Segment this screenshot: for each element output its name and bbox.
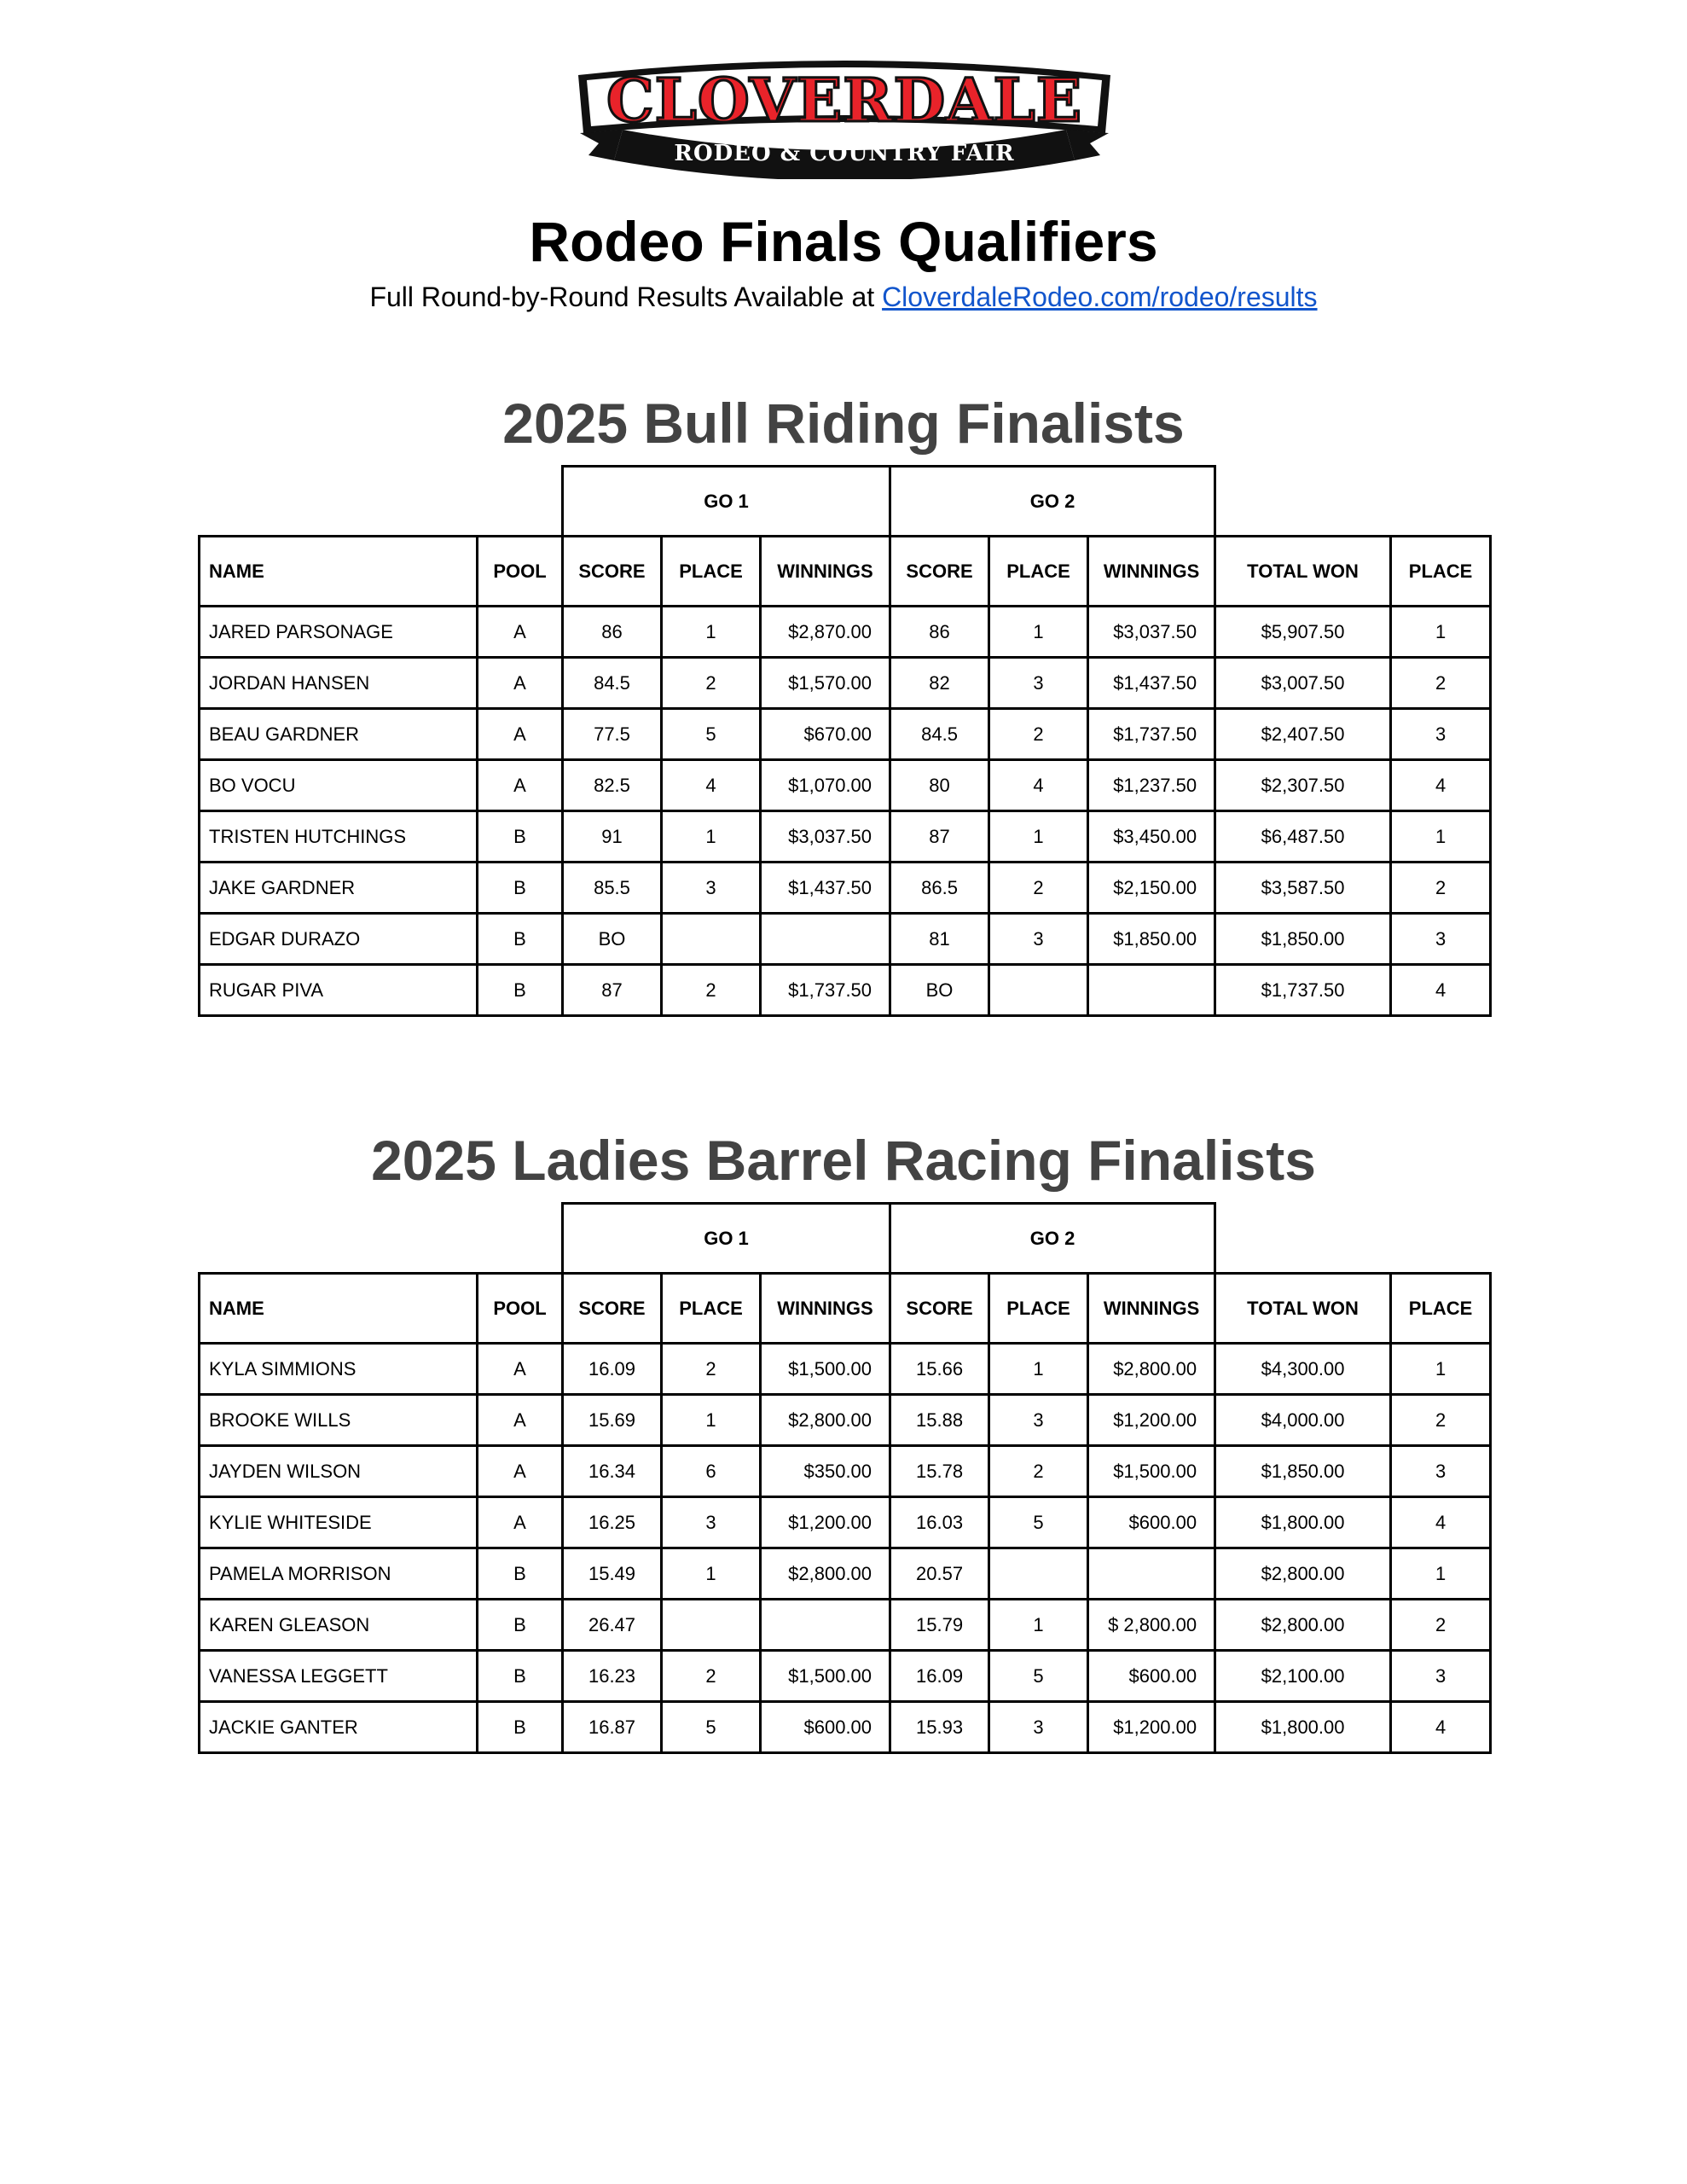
- cell-total-won: $5,907.50: [1215, 607, 1391, 658]
- cell-total-won: $1,800.00: [1215, 1497, 1391, 1548]
- cell-go1-score: 85.5: [563, 863, 662, 914]
- cell-go2-winnings: [1088, 1548, 1215, 1600]
- col-go1-winnings: WINNINGS: [761, 1274, 890, 1344]
- cell-total-won: $1,800.00: [1215, 1702, 1391, 1753]
- cell-total-won: $2,800.00: [1215, 1600, 1391, 1651]
- table-row: [200, 607, 1491, 658]
- cell-go1-score: 16.25: [563, 1497, 662, 1548]
- cell-go2-score: 87: [890, 811, 989, 863]
- table-row: [200, 760, 1491, 811]
- cell-pool: B: [478, 863, 563, 914]
- cell-name: JAYDEN WILSON: [200, 1446, 478, 1497]
- cell-go1-place: [662, 914, 761, 965]
- cell-name: KAREN GLEASON: [200, 1600, 478, 1651]
- cell-name: VANESSA LEGGETT: [200, 1651, 478, 1702]
- round-header-row: [200, 467, 1491, 537]
- cell-go1-winnings: $2,800.00: [761, 1548, 890, 1600]
- cell-pool: A: [478, 1395, 563, 1446]
- cell-place: 4: [1391, 760, 1491, 811]
- cell-go2-place: 5: [989, 1497, 1088, 1548]
- cell-place: 1: [1391, 811, 1491, 863]
- cell-place: 3: [1391, 1446, 1491, 1497]
- cell-go1-place: 4: [662, 760, 761, 811]
- cell-total-won: $4,000.00: [1215, 1395, 1391, 1446]
- cell-total-won: $2,307.50: [1215, 760, 1391, 811]
- cell-pool: A: [478, 1497, 563, 1548]
- cell-go1-winnings: $1,500.00: [761, 1651, 890, 1702]
- col-total-won: TOTAL WON: [1215, 1274, 1391, 1344]
- col-go1-score: SCORE: [563, 537, 662, 607]
- table-row: [200, 914, 1491, 965]
- cell-go2-score: 81: [890, 914, 989, 965]
- col-go1-score: SCORE: [563, 1274, 662, 1344]
- cell-go2-score: 15.79: [890, 1600, 989, 1651]
- cell-place: 1: [1391, 607, 1491, 658]
- cell-pool: B: [478, 1600, 563, 1651]
- cell-go1-place: 2: [662, 658, 761, 709]
- col-place: PLACE: [1391, 1274, 1491, 1344]
- cell-go2-score: 82: [890, 658, 989, 709]
- column-header-row: [200, 1274, 1491, 1344]
- svg-text:CLOVERDALE: CLOVERDALE: [606, 65, 1083, 136]
- bull-riding-rows: [200, 607, 1491, 1016]
- cell-place: 2: [1391, 863, 1491, 914]
- round-header-row: [200, 1204, 1491, 1274]
- cell-go2-place: 5: [989, 1651, 1088, 1702]
- table-row: [200, 1497, 1491, 1548]
- cell-go1-score: 16.09: [563, 1344, 662, 1395]
- table-row: [200, 1651, 1491, 1702]
- cell-go2-winnings: $1,500.00: [1088, 1446, 1215, 1497]
- cell-go1-score: 77.5: [563, 709, 662, 760]
- cell-go1-winnings: $2,800.00: [761, 1395, 890, 1446]
- cell-total-won: $2,800.00: [1215, 1548, 1391, 1600]
- cell-go2-score: 15.66: [890, 1344, 989, 1395]
- cell-total-won: $3,007.50: [1215, 658, 1391, 709]
- cell-go1-winnings: $2,870.00: [761, 607, 890, 658]
- cell-place: 2: [1391, 1395, 1491, 1446]
- cell-go2-score: 15.78: [890, 1446, 989, 1497]
- cell-go1-score: 16.34: [563, 1446, 662, 1497]
- bull-riding-title: 2025 Bull Riding Finalists: [502, 392, 1185, 455]
- cell-go1-score: BO: [563, 914, 662, 965]
- cell-place: 1: [1391, 1548, 1491, 1600]
- cell-go1-score: 16.87: [563, 1702, 662, 1753]
- cell-go1-winnings: $350.00: [761, 1446, 890, 1497]
- cell-go2-winnings: $600.00: [1088, 1497, 1215, 1548]
- cell-go1-place: 1: [662, 811, 761, 863]
- cell-go1-place: 3: [662, 863, 761, 914]
- cell-name: JAKE GARDNER: [200, 863, 478, 914]
- cell-go1-winnings: $1,200.00: [761, 1497, 890, 1548]
- cell-go2-place: 4: [989, 760, 1088, 811]
- cell-go2-score: 15.93: [890, 1702, 989, 1753]
- page-title: Rodeo Finals Qualifiers: [529, 210, 1158, 273]
- cell-total-won: $2,407.50: [1215, 709, 1391, 760]
- cell-go1-score: 84.5: [563, 658, 662, 709]
- cell-go2-place: 2: [989, 709, 1088, 760]
- cell-go2-winnings: $1,237.50: [1088, 760, 1215, 811]
- table-row: [200, 1446, 1491, 1497]
- column-header-row: [200, 537, 1491, 607]
- cell-place: 3: [1391, 914, 1491, 965]
- barrel-racing-title: 2025 Ladies Barrel Racing Finalists: [371, 1129, 1316, 1192]
- col-name: NAME: [200, 537, 478, 607]
- bull-riding-table: [198, 465, 1492, 1017]
- cell-name: BO VOCU: [200, 760, 478, 811]
- cell-pool: A: [478, 1446, 563, 1497]
- cell-place: 2: [1391, 1600, 1491, 1651]
- cell-go1-place: 1: [662, 1548, 761, 1600]
- col-total-won: TOTAL WON: [1215, 537, 1391, 607]
- col-go2-score: SCORE: [890, 537, 989, 607]
- barrel-racing-rows: [200, 1344, 1491, 1753]
- col-pool: POOL: [478, 1274, 563, 1344]
- cell-go1-score: 15.69: [563, 1395, 662, 1446]
- cell-go1-winnings: $670.00: [761, 709, 890, 760]
- barrel-racing-table: [198, 1202, 1492, 1754]
- table-row: [200, 1395, 1491, 1446]
- cell-pool: B: [478, 914, 563, 965]
- cell-go1-place: 1: [662, 607, 761, 658]
- cell-go1-score: 82.5: [563, 760, 662, 811]
- cell-go1-winnings: $1,570.00: [761, 658, 890, 709]
- cell-go2-winnings: $1,200.00: [1088, 1702, 1215, 1753]
- results-note: [0, 282, 1687, 313]
- cell-go2-score: 86.5: [890, 863, 989, 914]
- cell-go2-winnings: $1,437.50: [1088, 658, 1215, 709]
- col-pool: POOL: [478, 537, 563, 607]
- cell-go2-score: 20.57: [890, 1548, 989, 1600]
- table-row: [200, 965, 1491, 1016]
- col-go2-place: PLACE: [989, 1274, 1088, 1344]
- cell-go2-place: 1: [989, 1344, 1088, 1395]
- cell-go2-winnings: $3,450.00: [1088, 811, 1215, 863]
- cell-go1-place: [662, 1600, 761, 1651]
- cell-go2-place: 2: [989, 863, 1088, 914]
- table-row: [200, 1600, 1491, 1651]
- cell-name: JORDAN HANSEN: [200, 658, 478, 709]
- go1-header: GO 1: [563, 467, 890, 537]
- table-row: [200, 1344, 1491, 1395]
- cell-pool: A: [478, 1344, 563, 1395]
- cell-go2-winnings: $2,150.00: [1088, 863, 1215, 914]
- cell-go2-place: [989, 1548, 1088, 1600]
- col-place: PLACE: [1391, 537, 1491, 607]
- cell-go2-winnings: $1,737.50: [1088, 709, 1215, 760]
- go1-header: GO 1: [563, 1204, 890, 1274]
- cell-go1-score: 86: [563, 607, 662, 658]
- cell-total-won: $2,100.00: [1215, 1651, 1391, 1702]
- col-go2-winnings: WINNINGS: [1088, 1274, 1215, 1344]
- cell-go1-winnings: [761, 914, 890, 965]
- cell-go1-winnings: $1,070.00: [761, 760, 890, 811]
- cell-go2-winnings: $600.00: [1088, 1651, 1215, 1702]
- cell-go2-place: 3: [989, 1395, 1088, 1446]
- cell-go1-score: 87: [563, 965, 662, 1016]
- cell-go2-winnings: $1,200.00: [1088, 1395, 1215, 1446]
- cell-go2-place: 1: [989, 1600, 1088, 1651]
- cell-go1-place: 2: [662, 1344, 761, 1395]
- cell-go1-winnings: $3,037.50: [761, 811, 890, 863]
- col-go1-place: PLACE: [662, 537, 761, 607]
- cell-go2-winnings: [1088, 965, 1215, 1016]
- cell-name: JARED PARSONAGE: [200, 607, 478, 658]
- cell-go2-place: 3: [989, 1702, 1088, 1753]
- cell-go2-winnings: $3,037.50: [1088, 607, 1215, 658]
- cell-pool: B: [478, 965, 563, 1016]
- table-row: [200, 658, 1491, 709]
- cell-go2-winnings: $1,850.00: [1088, 914, 1215, 965]
- cell-go1-place: 5: [662, 1702, 761, 1753]
- cell-go1-place: 1: [662, 1395, 761, 1446]
- cell-pool: A: [478, 760, 563, 811]
- cell-go2-winnings: $ 2,800.00: [1088, 1600, 1215, 1651]
- cell-place: 3: [1391, 1651, 1491, 1702]
- cell-name: BROOKE WILLS: [200, 1395, 478, 1446]
- cell-go1-place: 6: [662, 1446, 761, 1497]
- cell-go2-score: 86: [890, 607, 989, 658]
- cell-go1-winnings: $1,437.50: [761, 863, 890, 914]
- col-go2-place: PLACE: [989, 537, 1088, 607]
- cell-go1-winnings: $600.00: [761, 1702, 890, 1753]
- cell-go2-score: BO: [890, 965, 989, 1016]
- cell-go1-place: 2: [662, 1651, 761, 1702]
- results-note-text: Full Round-by-Round Results Available at: [369, 282, 883, 312]
- cell-total-won: $1,850.00: [1215, 914, 1391, 965]
- cell-place: 4: [1391, 1702, 1491, 1753]
- cell-go2-score: 16.03: [890, 1497, 989, 1548]
- cell-pool: A: [478, 607, 563, 658]
- cell-pool: B: [478, 811, 563, 863]
- results-link[interactable]: CloverdaleRodeo.com/rodeo/results: [882, 282, 1318, 312]
- cell-name: KYLA SIMMIONS: [200, 1344, 478, 1395]
- table-row: [200, 1702, 1491, 1753]
- table-row: [200, 709, 1491, 760]
- barrel-racing-table-wrap: [198, 1202, 1489, 1754]
- cell-place: 4: [1391, 1497, 1491, 1548]
- cell-go1-winnings: [761, 1600, 890, 1651]
- cell-go1-place: 2: [662, 965, 761, 1016]
- cell-go1-winnings: $1,500.00: [761, 1344, 890, 1395]
- cell-go1-score: 91: [563, 811, 662, 863]
- cell-go2-score: 16.09: [890, 1651, 989, 1702]
- cell-total-won: $3,587.50: [1215, 863, 1391, 914]
- col-go1-winnings: WINNINGS: [761, 537, 890, 607]
- cell-name: KYLIE WHITESIDE: [200, 1497, 478, 1548]
- cell-total-won: $4,300.00: [1215, 1344, 1391, 1395]
- cell-name: BEAU GARDNER: [200, 709, 478, 760]
- cell-pool: A: [478, 658, 563, 709]
- svg-text:RODEO & COUNTRY FAIR: RODEO & COUNTRY FAIR: [674, 141, 1015, 166]
- go2-header: GO 2: [890, 467, 1215, 537]
- table-row: [200, 863, 1491, 914]
- cell-go2-place: 1: [989, 607, 1088, 658]
- cell-go2-score: 80: [890, 760, 989, 811]
- cell-go2-winnings: $2,800.00: [1088, 1344, 1215, 1395]
- cell-pool: B: [478, 1702, 563, 1753]
- col-go1-place: PLACE: [662, 1274, 761, 1344]
- cell-total-won: $1,737.50: [1215, 965, 1391, 1016]
- cell-go2-score: 84.5: [890, 709, 989, 760]
- cell-go1-score: 26.47: [563, 1600, 662, 1651]
- cell-name: JACKIE GANTER: [200, 1702, 478, 1753]
- col-name: NAME: [200, 1274, 478, 1344]
- table-row: [200, 1548, 1491, 1600]
- cell-place: 1: [1391, 1344, 1491, 1395]
- cell-place: 4: [1391, 965, 1491, 1016]
- cell-total-won: $6,487.50: [1215, 811, 1391, 863]
- cell-place: 3: [1391, 709, 1491, 760]
- cell-go2-score: 15.88: [890, 1395, 989, 1446]
- cell-pool: B: [478, 1548, 563, 1600]
- cell-go2-place: 1: [989, 811, 1088, 863]
- cell-place: 2: [1391, 658, 1491, 709]
- cell-name: RUGAR PIVA: [200, 965, 478, 1016]
- cell-go1-score: 15.49: [563, 1548, 662, 1600]
- cell-total-won: $1,850.00: [1215, 1446, 1391, 1497]
- cell-go1-score: 16.23: [563, 1651, 662, 1702]
- cell-go2-place: 3: [989, 914, 1088, 965]
- cell-go2-place: 2: [989, 1446, 1088, 1497]
- bull-riding-table-wrap: [198, 465, 1489, 1017]
- cell-go1-place: 3: [662, 1497, 761, 1548]
- go2-header: GO 2: [890, 1204, 1215, 1274]
- cell-pool: B: [478, 1651, 563, 1702]
- cell-go2-place: 3: [989, 658, 1088, 709]
- cloverdale-logo: [563, 51, 1126, 179]
- cell-name: EDGAR DURAZO: [200, 914, 478, 965]
- cell-go1-place: 5: [662, 709, 761, 760]
- cell-name: PAMELA MORRISON: [200, 1548, 478, 1600]
- cell-go1-winnings: $1,737.50: [761, 965, 890, 1016]
- cell-pool: A: [478, 709, 563, 760]
- table-row: [200, 811, 1491, 863]
- col-go2-winnings: WINNINGS: [1088, 537, 1215, 607]
- cell-name: TRISTEN HUTCHINGS: [200, 811, 478, 863]
- cell-go2-place: [989, 965, 1088, 1016]
- col-go2-score: SCORE: [890, 1274, 989, 1344]
